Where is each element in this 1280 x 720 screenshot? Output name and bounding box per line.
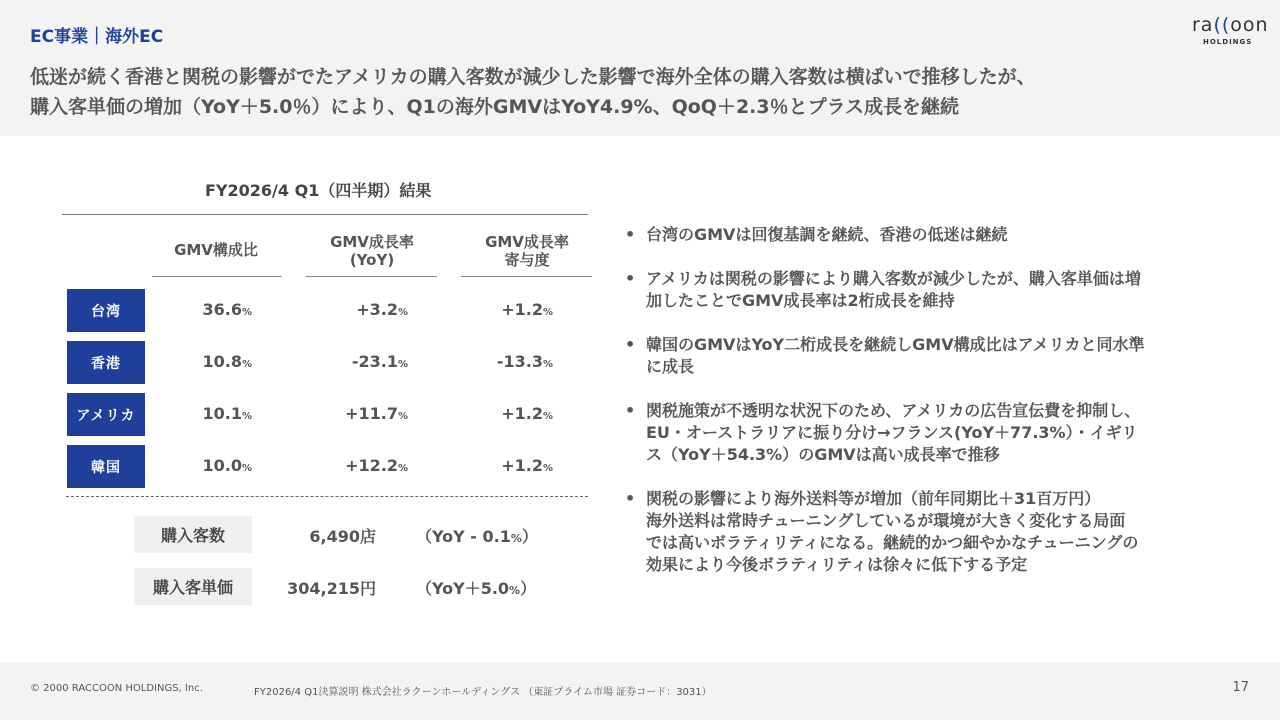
content-panel bbox=[0, 136, 1280, 662]
cell-taiwan-contribution: +1.2% bbox=[501, 300, 553, 319]
headline-line-1: 低迷が続く香港と関税の影響がでたアメリカの購入客数が減少した影響で海外全体の購入客数は横ばいで推移したが、 bbox=[30, 66, 1036, 88]
summary-yoy-unit-price: （YoY＋5.0%） bbox=[416, 579, 537, 598]
summary-value-customers: 6,490店 bbox=[309, 527, 376, 546]
row-label-taiwan: 台湾 bbox=[67, 289, 145, 332]
cell-hongkong-contribution: -13.3% bbox=[496, 352, 553, 371]
headline-line-2: 購入客単価の増加（YoY＋5.0％）により、Q1の海外GMVはYoY4.9%、QoQ＋2.3％とプラス成長を継続 bbox=[30, 96, 960, 118]
column-header-contribution: GMV成長率 寄与度 bbox=[485, 233, 569, 269]
summary-label-unit-price: 購入客単価 bbox=[134, 568, 252, 605]
row-label-korea: 韓国 bbox=[67, 445, 145, 488]
company-logo bbox=[1192, 14, 1269, 48]
commentary-bullets bbox=[622, 224, 1232, 598]
cell-korea-share: 10.0% bbox=[202, 456, 252, 475]
cell-usa-share: 10.1% bbox=[202, 404, 252, 423]
page-number: 17 bbox=[1232, 680, 1249, 695]
bullet-item: • アメリカは関税の影響により購入客数が減少したが、購入客単価は増 加したことでGMV成長率は2桁成長を維持 bbox=[625, 269, 1141, 310]
cell-usa-contribution: +1.2% bbox=[501, 404, 553, 423]
bullet-item: • 関税施策が不透明な状況下のため、アメリカの広告宣伝費を抑制し、 EU・オーストラリアに振り分け→フランス(YoY＋77.3%）・イギリ ス（YoY＋54.3%）のGMVは高い成長率で推移 bbox=[625, 401, 1141, 464]
column-rule-contribution bbox=[461, 276, 592, 277]
logo-subtitle: HOLDINGS bbox=[1203, 38, 1253, 46]
logo-wordmark: ra((oon bbox=[1192, 14, 1269, 36]
bullet-item: • 関税の影響により海外送料等が増加（前年同期比＋31百万円） 海外送料は常時チューニングしているが環境が大きく変化する局面 では高いボラティリティになる。継続的かつ細やかなチューニングの 効果により今後ボラティリティは徐々に低下する予定 bbox=[625, 489, 1139, 574]
bullet-item: • 韓国のGMVはYoY二桁成長を継続しGMV構成比はアメリカと同水準 に成長 bbox=[625, 335, 1145, 376]
cell-korea-growth: +12.2% bbox=[345, 456, 408, 475]
column-header-growth: GMV成長率 (YoY) bbox=[330, 233, 414, 269]
column-header-share: GMV構成比 bbox=[174, 241, 258, 259]
cell-taiwan-share: 36.6% bbox=[202, 300, 252, 319]
cell-taiwan-growth: +3.2% bbox=[356, 300, 408, 319]
column-rule-growth bbox=[306, 276, 437, 277]
section-label: EC事業｜海外EC bbox=[30, 27, 164, 47]
cell-hongkong-growth: -23.1% bbox=[351, 352, 408, 371]
row-label-usa: アメリカ bbox=[67, 393, 145, 436]
footer-copyright: © 2000 RACCOON HOLDINGS, Inc. bbox=[30, 683, 203, 694]
table-dashed-divider bbox=[66, 496, 588, 497]
footer-document-info: FY2026/4 Q1決算説明 株式会社ラクーンホールディングス （東証プライム市場 証券コード：3031） bbox=[254, 687, 712, 698]
bullet-item: • 台湾のGMVは回復基調を継続、香港の低迷は継続 bbox=[625, 225, 1008, 244]
column-rule-share bbox=[152, 276, 282, 277]
table-top-rule bbox=[62, 214, 588, 215]
headline bbox=[30, 62, 1036, 122]
summary-yoy-customers: （YoY - 0.1%） bbox=[416, 527, 538, 546]
summary-label-customers: 購入客数 bbox=[134, 516, 252, 553]
cell-korea-contribution: +1.2% bbox=[501, 456, 553, 475]
summary-value-unit-price: 304,215円 bbox=[287, 579, 376, 598]
table-title: FY2026/4 Q1（四半期）結果 bbox=[205, 181, 432, 200]
cell-usa-growth: +11.7% bbox=[345, 404, 408, 423]
row-label-hongkong: 香港 bbox=[67, 341, 145, 384]
cell-hongkong-share: 10.8% bbox=[202, 352, 252, 371]
